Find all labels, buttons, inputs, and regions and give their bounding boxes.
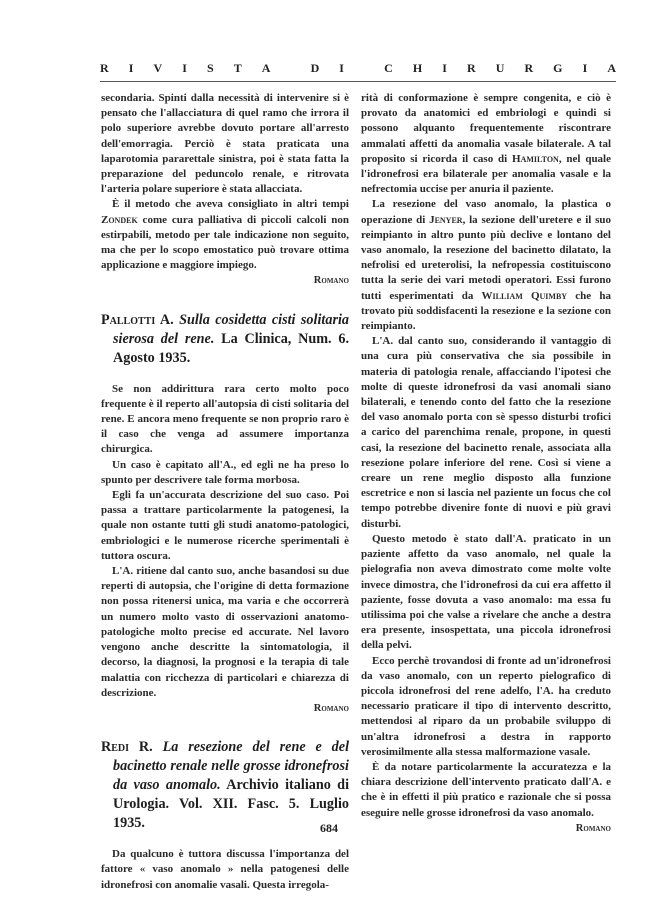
entry-paragraph: Se non addirittura rara certo molto poco frequente è il reperto all'autopsia di cisti solitaria del rene. E ancora meno frequente se non proprio raro è il caso che venga ad assumere importanza chirurgica. <box>101 382 349 456</box>
header-letter: A <box>607 61 616 75</box>
continuation-paragraph: secondaria. Spinti dalla necessità di intervenire si è pensato che l'allacciatura di quel ramo che irrora il polo superiore avrebbe dovuto portare all'arresto dell'emorragia. Perciò è stata praticata una laparotomia pararettale sinistra, poi è stata fatta la preparazione del peduncolo renale, e ritrovata l'arteria polare superiore è stata allacciata. <box>101 92 349 196</box>
entry-paragraph: rità di conformazione è sempre congenita, e ciò è provato da anatomici ed embriologi e quindi si possono alquanto frequentemente riscontrare ammalati affetti da anomalia vasale bilaterale. A tal proposito si ricorda il caso di Hamilton, nel quale l'idronefrosi era bilaterale per anomalia vasale e la nefrectomia uccise per anuria il paziente. <box>361 92 611 196</box>
page-number: 684 <box>320 821 338 835</box>
entry-title: Sulla cosidetta cisti solitaria sierosa del rene. <box>113 311 349 347</box>
entry-heading-redi <box>101 738 349 833</box>
entry-paragraph: Un caso è capitato all'A., ed egli ne ha preso lo spunto per descrivere tale forma morbosa. <box>101 458 349 486</box>
header-letter: H <box>412 61 423 75</box>
header-letter: U <box>495 61 505 75</box>
header-letter: R <box>100 61 109 75</box>
header-letter: I <box>442 61 447 75</box>
entry-author: Redi R. <box>101 739 153 756</box>
signature: Romano <box>313 275 349 287</box>
header-letter: I <box>582 61 588 75</box>
right-column <box>361 91 611 836</box>
author-name-quimby: William Quimby <box>481 289 568 302</box>
continuation-paragraph-2: È il metodo che aveva consigliato in altri tempi Zondek come cura palliativa di piccoli calcoli non estirpabili, metodo per tale indicazione non seguito, ma che per lo scopo emostatico può trovare ottima applicazione e maggiore impiego. <box>101 198 349 272</box>
author-name-hamilton: Hamilton <box>512 152 559 165</box>
header-letter: C <box>384 61 393 75</box>
signature: Romano <box>575 822 611 834</box>
entry-paragraph: Questo metodo è stato dall'A. praticato in un paziente affetto da vaso anomalo, nel quale la pielografia non aveva dimostrato come molte volte invece dimostra, che l'idronefrosi da cui era affetto il paziente, fosse dovuta a vaso anomalo: ma essa fu utilissima poi che valse a rivelare che anche a destra era presente, insospettata, una piccola idronefrosi della pelvi. <box>361 532 611 652</box>
author-name-jenyer: Jenyer <box>429 213 463 226</box>
left-column <box>101 91 349 893</box>
header-letter: R <box>524 61 534 75</box>
header-letter: I <box>182 61 187 75</box>
entry-paragraph: La resezione del vaso anomalo, la plastica o operazione di Jenyer, la sezione dell'uretere e il suo reimpianto in altro punto più declive e lontano del vaso anomalo, la resezione del bacinetto dilatato, la nefrolisi ed ureterolisi, la nefropessia costituiscono tutta la serie dei vari metodi operatori. Essi furono tutti esperimentati da William Quimby che ha trovato più soddisfacenti la resezione e la sezione con reimpianto. <box>361 198 612 333</box>
entry-source: Archivio italiano di Urologia. Vol. XII. Fasc. 5. Luglio 1935. <box>113 777 350 832</box>
entry-title: La resezione del rene e del bacinetto renale nelle grosse idronefrosi da vaso anomalo. <box>113 739 350 794</box>
header-letter: R <box>466 61 476 75</box>
header-letter: A <box>261 61 271 75</box>
signature: Romano <box>313 702 349 714</box>
entry-paragraph: L'A. ritiene dal canto suo, anche basandosi su due reperti di autopsia, che l'origine di detta formazione non possa ritenersi unica, ma varia e che occorrerà un numero molto vasto di osservazioni anatomo-patologiche molto precise ed accurate. Nel lavoro vengono anche descritte la sintomatologia, il decorso, la diagnosi, la prognosi e la terapia di tale malattia con ricchezza di particolari e chiarezza di descrizione. <box>101 565 349 699</box>
header-letter: S <box>206 61 214 75</box>
author-name-zondek: Zondek <box>101 213 138 226</box>
header-letter: I <box>339 61 344 75</box>
entry-author: Pallotti A. <box>101 311 174 328</box>
entry-paragraph: L'A. dal canto suo, considerando il vantaggio di una cura più conservativa che sia possibile in materia di patologia renale, affacciando l'ipotesi che molte di queste idronefrosi da vasi anomali siano bilaterali, e tenendo conto del fatto che la resezione del vaso anomalo porta con sè spesso disturbi trofici a carico del parenchima renale, propone, in questi casi, la resezione del bacinetto renale, associata alla resezione polare inferiore del rene. Così si viene a creare un rene meglio disposto alla funzione escretrice e non si lascia nel paziente un focus che col tempo potrebbe divenire fonte di nuovi e più gravi disturbi. <box>361 335 611 530</box>
running-header <box>100 61 616 77</box>
header-letter: I <box>128 61 134 75</box>
header-letter: G <box>553 61 563 75</box>
entry-source: La Clinica, Num. 6. Agosto 1935. <box>113 330 349 366</box>
header-rule <box>100 81 616 82</box>
header-letter: D <box>310 61 320 75</box>
header-letter: T <box>233 61 242 75</box>
header-letter: V <box>153 61 163 75</box>
entry-paragraph: Egli fa un'accurata descrizione del suo caso. Poi passa a trattare particolarmente la patogenesi, la quale non ostante tutti gli studi anatomo-patologici, embriologici e le numerose ricerche sperimentali è tuttora oscura. <box>101 489 349 562</box>
entry-heading-pallotti <box>101 311 349 368</box>
entry-paragraph: È da notare particolarmente la accuratezza e la chiara descrizione dell'intervento praticato dall'A. e che è in effetti il più pratico e razionale che si possa eseguire nelle grosse idronefrosi da vaso anomalo. <box>361 760 611 819</box>
entry-paragraph: Da qualcuno è tuttora discussa l'importanza del fattore « vaso anomalo » nella patogenesi delle idronefrosi con anomalie vasali. Questa irregola- <box>101 848 349 891</box>
entry-paragraph: Ecco perchè trovandosi di fronte ad un'idronefrosi da vaso anomalo, con un reperto pielografico di piccola idronefrosi del rene adelfo, l'A. ha creduto necessario praticare il tipo di intervento descritto, mettendosi al riparo da un probabile sviluppo di un'altra idronefrosi a destra in rapporto verosimilmente alla stessa malformazione vasale. <box>361 654 611 758</box>
